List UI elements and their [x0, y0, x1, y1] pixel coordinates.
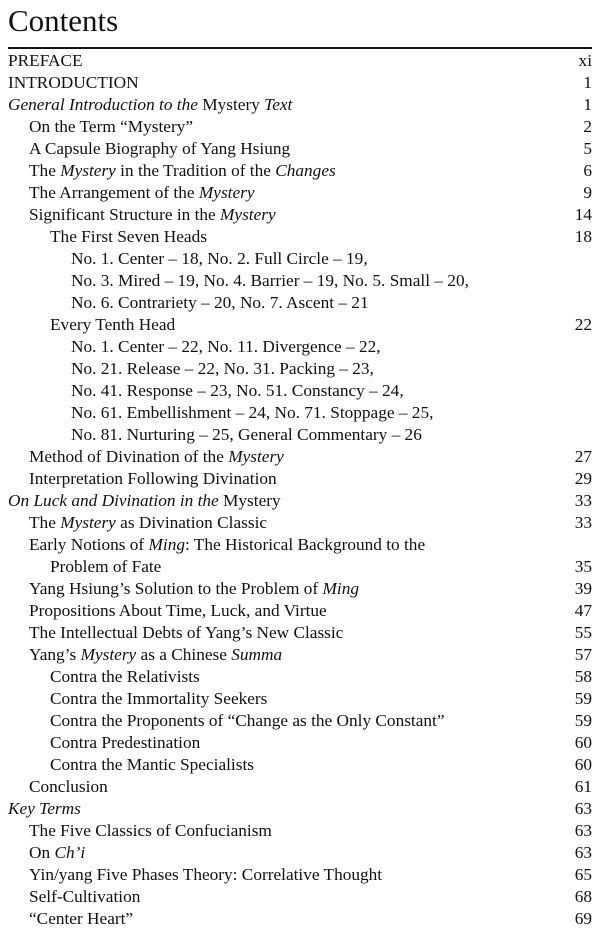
toc-entry-title — [29, 644, 282, 666]
toc-title-segment: No. 6. Contrariety – 20, No. 7. Ascent – 21 — [71, 293, 369, 312]
toc-entry[interactable] — [0, 666, 600, 688]
toc-entry[interactable] — [0, 864, 600, 886]
toc-title-segment: The Five Classics of Confucianism — [29, 821, 272, 840]
toc-entry-title — [29, 512, 267, 534]
toc-page-number: 5 — [583, 139, 592, 158]
toc-page-number: 59 — [574, 711, 592, 730]
toc-title-segment: Mystery — [220, 205, 276, 224]
toc-title-segment: No. 1. Center – 18, No. 2. Full Circle – 19, — [71, 249, 368, 268]
toc-entry[interactable] — [0, 820, 600, 842]
toc-entry[interactable] — [0, 50, 600, 72]
toc-title-segment: The — [29, 161, 61, 180]
toc-entry[interactable] — [0, 556, 600, 578]
toc-entry-title — [29, 138, 290, 160]
toc-title-segment: Mystery — [202, 95, 260, 114]
toc-entry-title — [50, 226, 207, 248]
toc-entry-title — [50, 732, 200, 754]
toc-title-segment: Contra the Mantic Specialists — [50, 755, 254, 774]
toc-entry[interactable] — [0, 512, 600, 534]
toc-title-segment: No. 81. Nurturing – 25, General Commentary – 26 — [71, 425, 422, 444]
toc-entry-title — [71, 248, 368, 270]
toc-title-segment: Every Tenth Head — [50, 315, 176, 334]
toc-entry[interactable] — [0, 182, 600, 204]
toc-entry[interactable] — [0, 380, 600, 402]
toc-title-segment: No. 41. Response – 23, No. 51. Constancy – 24, — [71, 381, 404, 400]
toc-title-segment: Problem of Fate — [50, 557, 162, 576]
toc-entry-title — [71, 402, 433, 424]
toc-title-segment: Significant Structure in the — [29, 205, 221, 224]
toc-entry[interactable] — [0, 94, 600, 116]
toc-entry-title — [71, 336, 381, 358]
toc-title-segment: as a Chinese — [136, 645, 232, 664]
toc-title-segment: No. 1. Center – 22, No. 11. Divergence – 22, — [71, 337, 381, 356]
toc-entry[interactable] — [0, 578, 600, 600]
toc-title-segment: Contra the Relativists — [50, 667, 200, 686]
toc-title-segment: The First Seven Heads — [50, 227, 207, 246]
toc-page-number: 69 — [574, 909, 592, 928]
toc-entry-title — [71, 380, 404, 402]
toc-page-number: 22 — [574, 315, 592, 334]
toc-page-number: 59 — [574, 689, 592, 708]
toc-title-segment: On — [29, 843, 55, 862]
page-title: Contents — [8, 3, 119, 38]
toc-entry[interactable] — [0, 358, 600, 380]
title-rule — [8, 47, 592, 49]
toc-title-segment: Mystery — [80, 645, 137, 664]
toc-entry[interactable] — [0, 226, 600, 248]
toc-entry-title — [29, 622, 343, 644]
toc-title-segment: Mystery — [228, 447, 284, 466]
toc-entry[interactable] — [0, 204, 600, 226]
toc-page-number: 27 — [574, 447, 592, 466]
toc-entry[interactable] — [0, 160, 600, 182]
toc-entry[interactable] — [0, 446, 600, 468]
toc-title-segment: Propositions About Time, Luck, and Virtue — [29, 601, 327, 620]
toc-entry-title — [50, 666, 200, 688]
toc-entry-title — [29, 204, 276, 226]
toc-page-number: 39 — [574, 579, 592, 598]
toc-title-segment: : The Historical Background to the — [185, 535, 426, 554]
toc-entry[interactable] — [0, 622, 600, 644]
toc-entry[interactable] — [0, 842, 600, 864]
toc-title-segment: Conclusion — [29, 777, 108, 796]
toc-page-number: xi — [578, 51, 592, 70]
toc-entry[interactable] — [0, 336, 600, 358]
toc-entry[interactable] — [0, 138, 600, 160]
toc-entry[interactable] — [0, 908, 600, 930]
toc-title-segment: Changes — [275, 161, 336, 180]
table-of-contents — [0, 50, 600, 930]
toc-entry-title — [50, 754, 254, 776]
toc-entry[interactable] — [0, 314, 600, 336]
toc-entry-title — [29, 446, 284, 468]
toc-page-number: 18 — [574, 227, 592, 246]
toc-title-segment: Text — [259, 95, 293, 114]
toc-entry-title — [8, 72, 139, 94]
toc-page-number: 58 — [574, 667, 592, 686]
toc-page-number: 57 — [574, 645, 592, 664]
toc-entry[interactable] — [0, 776, 600, 798]
toc-entry-title — [71, 292, 369, 314]
toc-page-number: 1 — [583, 95, 592, 114]
toc-entry-title — [50, 314, 175, 336]
toc-page-number: 35 — [574, 557, 592, 576]
toc-page-number: 33 — [574, 513, 592, 532]
toc-title-segment: A Capsule Biography of Yang Hsiung — [29, 139, 291, 158]
toc-title-segment: PREFACE — [8, 51, 83, 70]
toc-title-segment: The — [29, 513, 61, 532]
toc-entry[interactable] — [0, 886, 600, 908]
toc-title-segment: Method of Divination of the — [29, 447, 229, 466]
toc-entry-title — [29, 116, 193, 138]
toc-entry[interactable] — [0, 402, 600, 424]
toc-title-segment: Interpretation Following Divination — [29, 469, 277, 488]
toc-title-segment: The Arrangement of the — [29, 183, 199, 202]
toc-entry-title — [71, 270, 469, 292]
toc-title-segment: No. 61. Embellishment – 24, No. 71. Stoppage – 25, — [71, 403, 434, 422]
toc-page-number: 65 — [574, 865, 592, 884]
toc-entry[interactable] — [0, 754, 600, 776]
toc-entry[interactable] — [0, 798, 600, 820]
toc-entry-title — [29, 600, 327, 622]
toc-page-number: 60 — [574, 755, 592, 774]
toc-entry[interactable] — [0, 688, 600, 710]
toc-title-segment: “Center Heart” — [29, 909, 134, 928]
toc-title-segment: Self-Cultivation — [29, 887, 141, 906]
toc-title-segment: The Intellectual Debts of Yang’s New Classic — [29, 623, 344, 642]
toc-title-segment: On the Term “Mystery” — [29, 117, 194, 136]
toc-entry-title — [29, 908, 133, 930]
toc-entry-title — [29, 468, 277, 490]
toc-title-segment: Mystery — [60, 161, 116, 180]
toc-page-number: 29 — [574, 469, 592, 488]
toc-title-segment: No. 3. Mired – 19, No. 4. Barrier – 19, No. 5. Small – 20, — [71, 271, 469, 290]
toc-title-segment: Early Notions of — [29, 535, 149, 554]
toc-title-segment: Mystery — [198, 183, 255, 202]
toc-page-number: 33 — [574, 491, 592, 510]
toc-title-segment: Yin/yang Five Phases Theory: Correlative Thought — [29, 865, 383, 884]
toc-entry-title — [29, 864, 382, 886]
toc-page-number: 9 — [583, 183, 592, 202]
toc-entry[interactable] — [0, 248, 600, 270]
toc-entry-title — [8, 798, 81, 820]
toc-title-segment: Contra the Immortality Seekers — [50, 689, 268, 708]
toc-entry[interactable] — [0, 534, 600, 556]
toc-entry-title — [29, 578, 359, 600]
toc-entry-title — [71, 358, 374, 380]
toc-page-number: 63 — [574, 843, 592, 862]
toc-entry[interactable] — [0, 644, 600, 666]
toc-entry-title — [29, 820, 272, 842]
toc-title-segment: Key Terms — [8, 799, 81, 818]
toc-entry[interactable] — [0, 468, 600, 490]
toc-page-number: 63 — [574, 821, 592, 840]
toc-entry[interactable] — [0, 116, 600, 138]
toc-entry-title — [29, 886, 140, 908]
toc-entry[interactable] — [0, 732, 600, 754]
toc-page-number: 14 — [574, 205, 592, 224]
toc-title-segment: Yang’s — [29, 645, 81, 664]
toc-title-segment: Mystery — [223, 491, 281, 510]
toc-entry-title — [50, 688, 267, 710]
toc-page-number: 6 — [583, 161, 592, 180]
toc-title-segment: INTRODUCTION — [8, 73, 139, 92]
toc-entry[interactable] — [0, 270, 600, 292]
toc-page-number: 47 — [574, 601, 592, 620]
toc-entry[interactable] — [0, 292, 600, 314]
toc-page-number: 61 — [574, 777, 592, 796]
toc-title-segment: in the Tradition of the — [115, 161, 276, 180]
toc-entry[interactable] — [0, 710, 600, 732]
toc-page-number: 55 — [574, 623, 592, 642]
toc-page-number: 60 — [574, 733, 592, 752]
toc-entry-title — [8, 490, 281, 512]
toc-entry[interactable] — [0, 72, 600, 94]
toc-title-segment: Ming — [322, 579, 359, 598]
toc-title-segment: On Luck and Divination in the — [8, 491, 224, 510]
toc-entry-title — [50, 710, 445, 732]
toc-title-segment: Yang Hsiung’s Solution to the Problem of — [29, 579, 323, 598]
toc-entry-title — [29, 182, 255, 204]
toc-title-segment: Ming — [148, 535, 185, 554]
toc-page-number: 63 — [574, 799, 592, 818]
toc-page-number: 2 — [583, 117, 592, 136]
toc-entry[interactable] — [0, 600, 600, 622]
toc-title-segment: General Introduction to the — [8, 95, 203, 114]
toc-entry-title — [29, 534, 425, 556]
toc-page-number: 1 — [583, 73, 592, 92]
toc-entry-title — [71, 424, 422, 446]
toc-title-segment: Contra Predestination — [50, 733, 201, 752]
toc-title-segment: Mystery — [60, 513, 116, 532]
toc-title-segment: Ch’i — [54, 843, 86, 862]
toc-title-segment: Contra the Proponents of “Change as the Only Constant” — [50, 711, 445, 730]
toc-entry[interactable] — [0, 490, 600, 512]
toc-title-segment: as Divination Classic — [115, 513, 268, 532]
toc-entry-title — [50, 556, 161, 578]
toc-entry-title — [8, 94, 292, 116]
toc-entry-title — [29, 160, 336, 182]
toc-entry[interactable] — [0, 424, 600, 446]
toc-entry-title — [29, 776, 108, 798]
toc-title-segment: No. 21. Release – 22, No. 31. Packing – 23, — [71, 359, 374, 378]
toc-entry-title — [8, 50, 83, 72]
toc-title-segment: Summa — [231, 645, 283, 664]
toc-page-number: 68 — [574, 887, 592, 906]
toc-entry-title — [29, 842, 85, 864]
